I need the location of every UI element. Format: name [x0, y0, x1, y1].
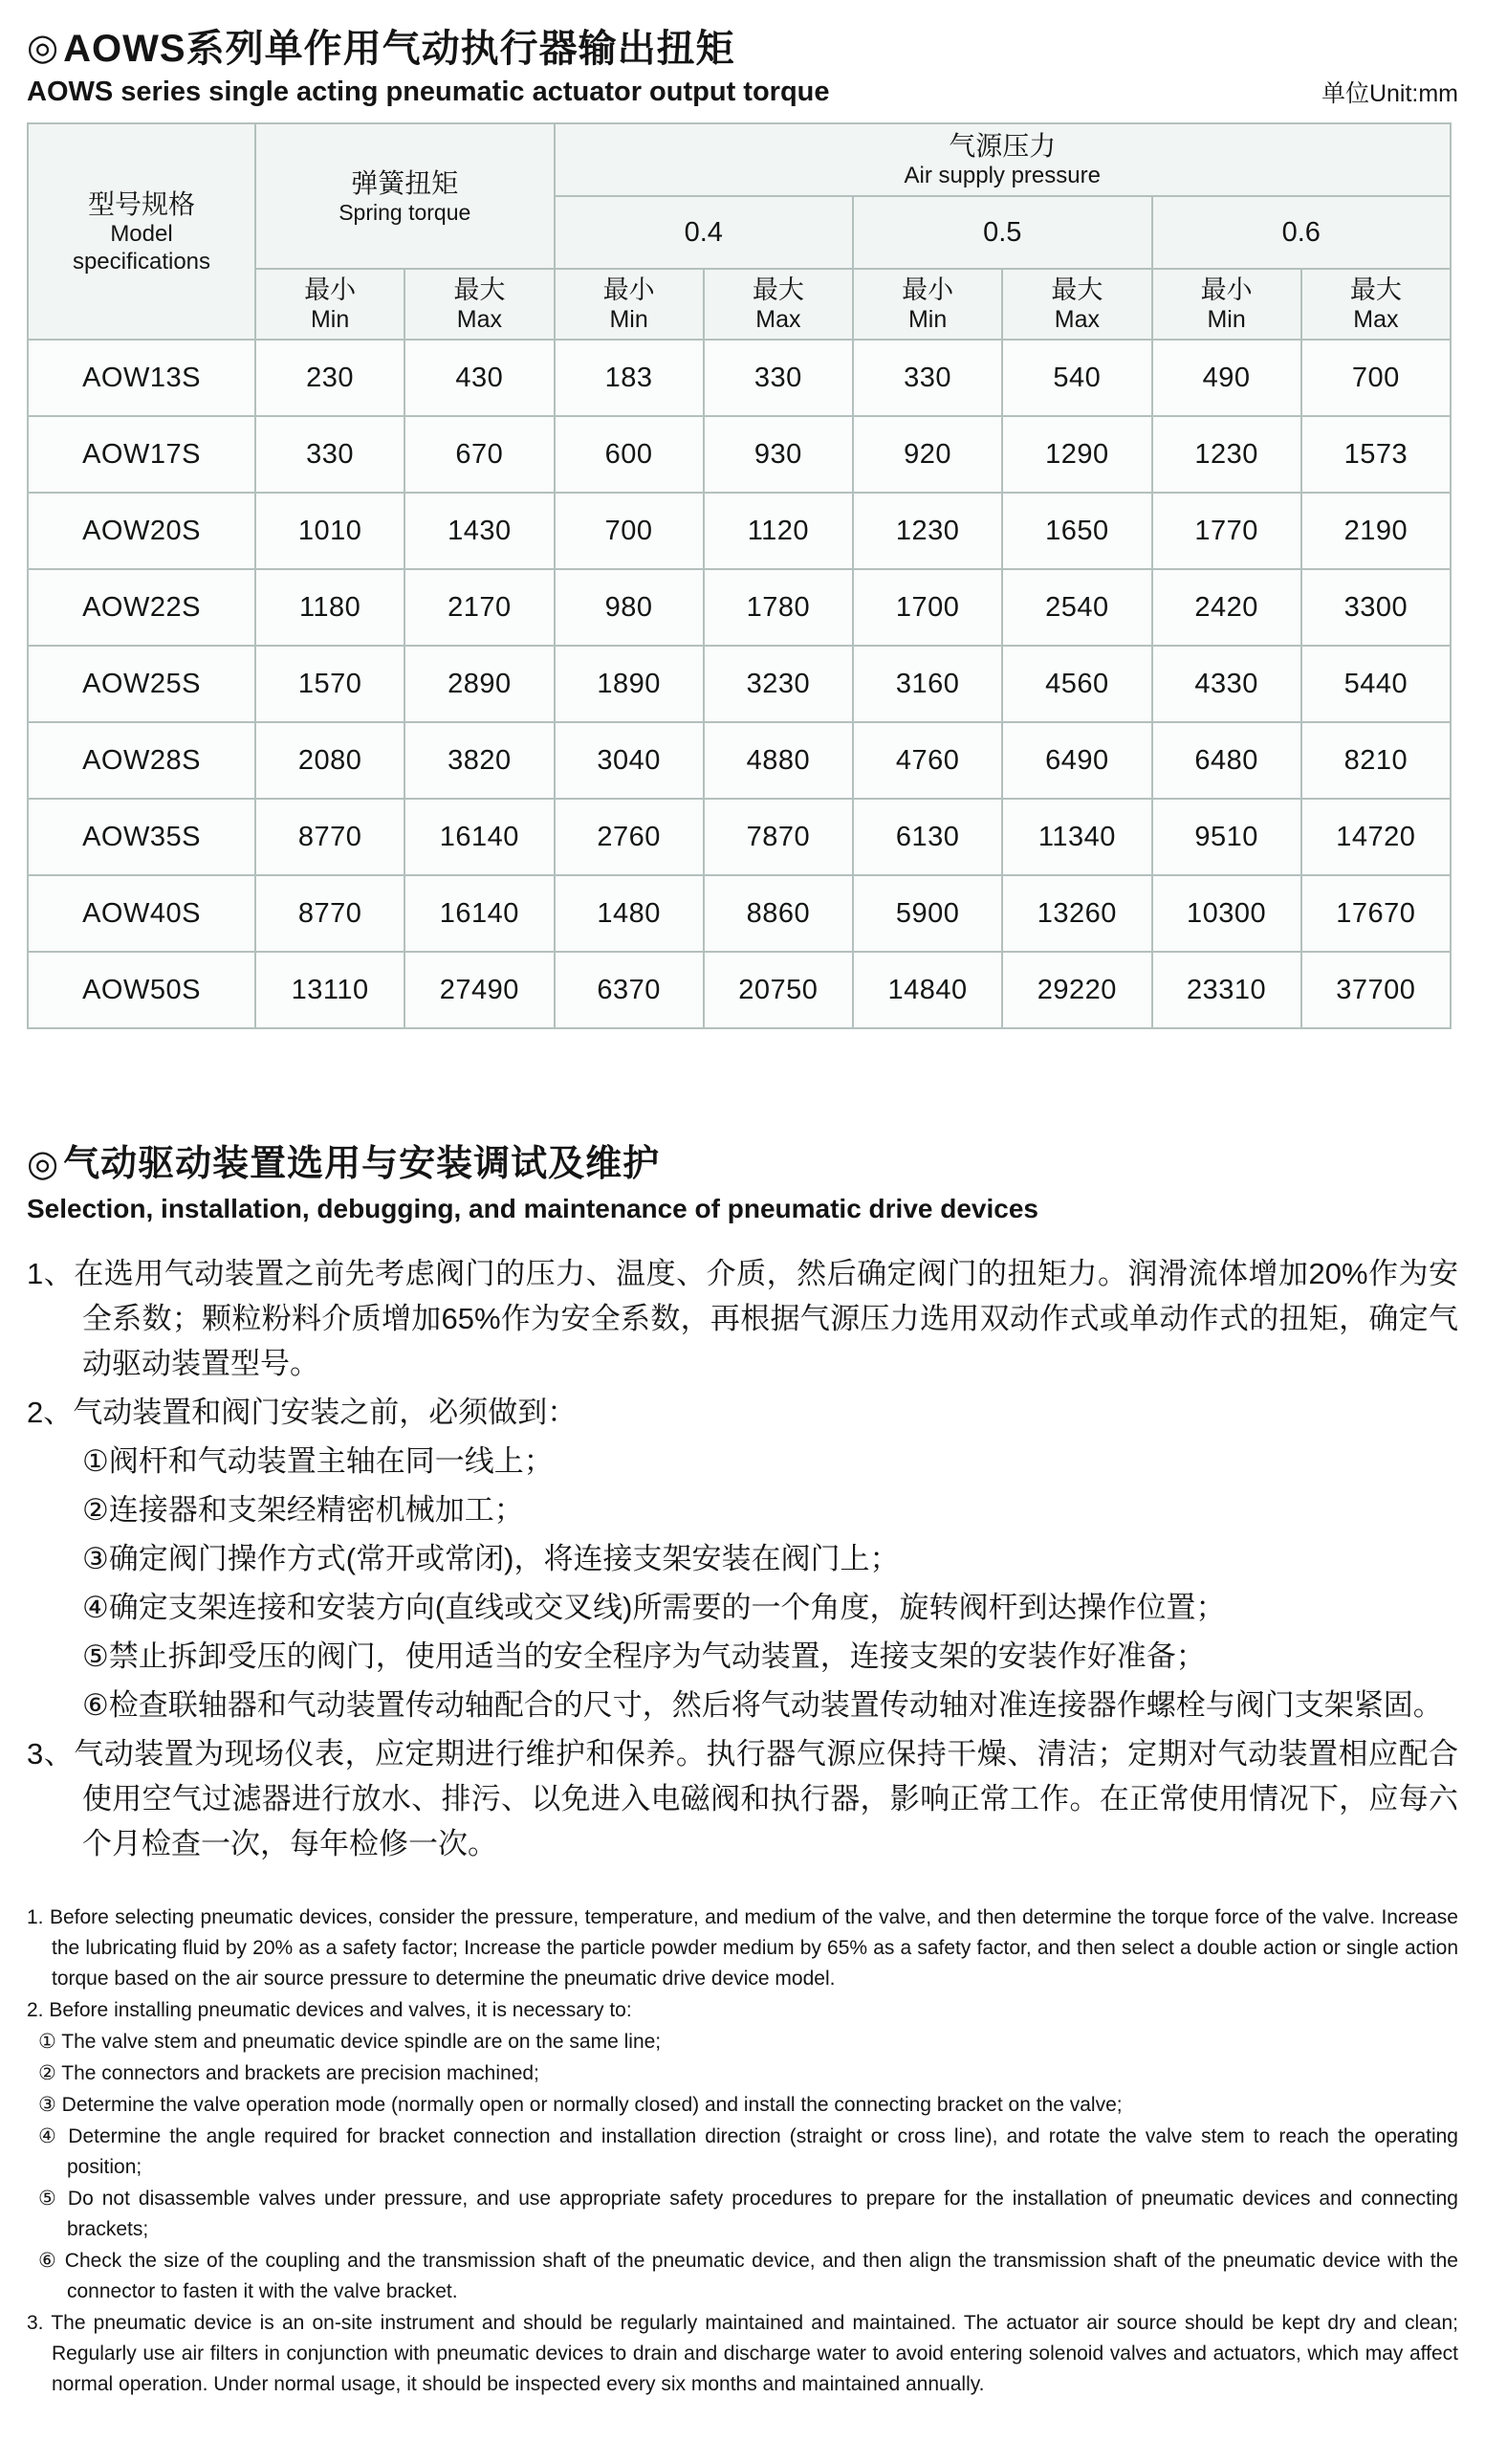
- torque-value-cell: 5440: [1301, 646, 1451, 722]
- max-zh: 最大: [752, 275, 804, 304]
- table-row: [28, 340, 1451, 416]
- torque-value-cell: 3820: [404, 722, 554, 799]
- torque-value-cell: 16140: [404, 799, 554, 875]
- pressure-0-6-cell: 0.6: [1152, 196, 1452, 269]
- list-item-text: 检查联轴器和气动装置传动轴配合的尺寸，然后将气动装置传动轴对准连接器作螺栓与阀门支架紧固。: [108, 1687, 1443, 1722]
- chinese-instructions-list: [27, 1251, 1458, 1866]
- max-header-cell: [1301, 269, 1451, 340]
- torque-value-cell: 6370: [555, 952, 704, 1028]
- torque-value-cell: 600: [555, 416, 704, 493]
- list-item-text: Check the size of the coupling and the transmission shaft of the pneumatic device, and then align the transmission shaft of the pneumatic device with the connector to fasten it with the valve bracket.: [64, 2249, 1458, 2302]
- min-en: Min: [907, 306, 948, 334]
- model-cell: AOW25S: [28, 646, 255, 722]
- torque-value-cell: 980: [555, 569, 704, 646]
- pressure-header-zh: 气源压力: [949, 131, 1057, 162]
- spring-header-zh: 弹簧扭矩: [351, 167, 459, 198]
- list-item-number: ⑥: [38, 2249, 65, 2272]
- table-row: [28, 875, 1451, 952]
- torque-table-body: [28, 340, 1451, 1028]
- torque-value-cell: 6130: [853, 799, 1002, 875]
- torque-value-cell: 1430: [404, 493, 554, 569]
- torque-value-cell: 540: [1002, 340, 1151, 416]
- list-item-number: ⑤: [82, 1639, 109, 1673]
- list-item: [27, 1995, 1458, 2026]
- model-cell: AOW40S: [28, 875, 255, 952]
- torque-value-cell: 8770: [255, 875, 404, 952]
- torque-value-cell: 17670: [1301, 875, 1451, 952]
- section2-title-en: Selection, installation, debugging, and maintenance of pneumatic drive devices: [27, 1193, 1038, 1223]
- torque-value-cell: 930: [704, 416, 853, 493]
- model-cell: AOW22S: [28, 569, 255, 646]
- torque-value-cell: 230: [255, 340, 404, 416]
- torque-value-cell: 183: [555, 340, 704, 416]
- torque-value-cell: 1570: [255, 646, 404, 722]
- torque-value-cell: 27490: [404, 952, 554, 1028]
- list-item-text: 确定支架连接和安装方向(直线或交叉线)所需要的一个角度，旋转阀杆到达操作位置；: [108, 1590, 1226, 1624]
- torque-value-cell: 4560: [1002, 646, 1151, 722]
- list-item: [27, 1731, 1458, 1866]
- torque-value-cell: 430: [404, 340, 554, 416]
- max-en: Max: [1054, 306, 1100, 334]
- torque-value-cell: 330: [704, 340, 853, 416]
- list-item: [82, 1683, 1458, 1727]
- model-cell: AOW13S: [28, 340, 255, 416]
- torque-value-cell: 37700: [1301, 952, 1451, 1028]
- table-row: [28, 569, 1451, 646]
- table-row: [28, 646, 1451, 722]
- pressure-0-4-cell: 0.4: [555, 196, 854, 269]
- list-item-text: 连接器和支架经精密机械加工；: [108, 1492, 524, 1527]
- torque-value-cell: 700: [555, 493, 704, 569]
- list-item-text: The connectors and brackets are precision machined;: [61, 2061, 539, 2084]
- torque-value-cell: 6480: [1152, 722, 1301, 799]
- torque-value-cell: 3300: [1301, 569, 1451, 646]
- min-header-cell: [853, 269, 1002, 340]
- torque-table-head: [28, 123, 1451, 340]
- table-row: [28, 722, 1451, 799]
- list-item: [82, 1585, 1458, 1630]
- pressure-0-5-cell: 0.5: [853, 196, 1152, 269]
- torque-value-cell: 6490: [1002, 722, 1151, 799]
- torque-value-cell: 1780: [704, 569, 853, 646]
- torque-value-cell: 700: [1301, 340, 1451, 416]
- torque-value-cell: 13260: [1002, 875, 1151, 952]
- list-item: [38, 2058, 1458, 2089]
- list-item: [27, 2308, 1458, 2400]
- list-item: [27, 1251, 1458, 1386]
- min-header-cell: [1152, 269, 1301, 340]
- torque-value-cell: 1290: [1002, 416, 1151, 493]
- torque-value-cell: 2420: [1152, 569, 1301, 646]
- list-item-number: ②: [82, 1492, 109, 1527]
- list-item-number: ⑥: [82, 1687, 109, 1722]
- torque-value-cell: 10300: [1152, 875, 1301, 952]
- torque-value-cell: 14840: [853, 952, 1002, 1028]
- torque-value-cell: 330: [255, 416, 404, 493]
- model-header-cell: [28, 123, 255, 340]
- list-item-text: The pneumatic device is an on-site instrument and should be regularly maintained and maintained. The actuator air source should be kept dry and clean; Regularly use air filters in conjunction with pneumatic devices to drain and discharge water to avoid entering solenoid valves and actuators, which may affect normal operation. Under normal usage, it should be inspected every six months and maintained annually.: [51, 2311, 1459, 2395]
- max-zh: 最大: [1051, 275, 1103, 304]
- torque-value-cell: 2190: [1301, 493, 1451, 569]
- torque-value-cell: 2540: [1002, 569, 1151, 646]
- torque-value-cell: 4880: [704, 722, 853, 799]
- table-row: [28, 416, 1451, 493]
- model-header-zh: 型号规格: [87, 188, 195, 219]
- section2-title-zh-text: 气动驱动装置选用与安装调试及维护: [63, 1144, 661, 1184]
- list-item: [27, 1903, 1458, 1994]
- list-item: [27, 1390, 1458, 1435]
- torque-value-cell: 2760: [555, 799, 704, 875]
- section1-title-zh-text: AOWS系列单作用气动执行器输出扭矩: [63, 28, 735, 70]
- table-row: [28, 952, 1451, 1028]
- list-item-number: ③: [82, 1541, 109, 1575]
- torque-value-cell: 1230: [853, 493, 1002, 569]
- max-header-cell: [1002, 269, 1151, 340]
- list-item-number: ②: [38, 2061, 62, 2084]
- list-item: [38, 2184, 1458, 2245]
- torque-value-cell: 20750: [704, 952, 853, 1028]
- min-en: Min: [609, 306, 648, 334]
- list-item-number: 1.: [27, 1905, 50, 1928]
- list-item: [38, 2090, 1458, 2121]
- list-item-text: 阀杆和气动装置主轴在同一线上；: [108, 1443, 554, 1478]
- section1-title-zh: [27, 25, 1458, 73]
- model-cell: AOW17S: [28, 416, 255, 493]
- section1-subtitle-row: [27, 75, 1458, 111]
- torque-value-cell: 670: [404, 416, 554, 493]
- section1-header: [27, 25, 1458, 111]
- list-item: [82, 1487, 1458, 1532]
- torque-value-cell: 4760: [853, 722, 1002, 799]
- list-item-text: 禁止拆卸受压的阀门，使用适当的安全程序为气动装置，连接支架的安装作好准备；: [108, 1639, 1206, 1673]
- torque-value-cell: 9510: [1152, 799, 1301, 875]
- torque-value-cell: 1650: [1002, 493, 1151, 569]
- list-item-text: Determine the angle required for bracket connection and installation direction (straight or cross line), and rotate the valve stem to reach the operating position;: [67, 2124, 1458, 2178]
- section2: [27, 1142, 1458, 2400]
- pressure-header-en: Air supply pressure: [904, 163, 1101, 189]
- torque-value-cell: 2170: [404, 569, 554, 646]
- min-zh: 最小: [602, 275, 655, 304]
- list-item: [38, 2246, 1458, 2307]
- list-item-text: The valve stem and pneumatic device spindle are on the same line;: [61, 2030, 662, 2053]
- list-item-number: 3、: [27, 1736, 75, 1771]
- torque-value-cell: 1120: [704, 493, 853, 569]
- list-item-text: Determine the valve operation mode (normally open or normally closed) and install the connecting bracket on the valve;: [61, 2093, 1123, 2116]
- torque-value-cell: 1890: [555, 646, 704, 722]
- list-item: [82, 1536, 1458, 1581]
- model-cell: AOW28S: [28, 722, 255, 799]
- torque-value-cell: 29220: [1002, 952, 1151, 1028]
- list-item-number: 2、: [27, 1395, 74, 1429]
- air-pressure-header-cell: [555, 123, 1452, 196]
- unit-label: 单位Unit:mm: [1321, 80, 1458, 107]
- model-cell: AOW35S: [28, 799, 255, 875]
- max-header-cell: [704, 269, 853, 340]
- torque-value-cell: 13110: [255, 952, 404, 1028]
- list-item-number: 2.: [27, 1998, 50, 2021]
- header-row-1: [28, 123, 1451, 196]
- min-zh: 最小: [902, 275, 954, 304]
- torque-value-cell: 16140: [404, 875, 554, 952]
- torque-value-cell: 8770: [255, 799, 404, 875]
- spring-header-en: Spring torque: [338, 199, 471, 225]
- max-header-cell: [404, 269, 554, 340]
- list-item-text: 确定阀门操作方式(常开或常闭)，将连接支架安装在阀门上；: [108, 1541, 900, 1575]
- max-en: Max: [456, 306, 502, 334]
- torque-table: [27, 122, 1452, 1029]
- torque-value-cell: 3040: [555, 722, 704, 799]
- model-header-en-2: specifications: [72, 248, 211, 275]
- min-zh: 最小: [304, 275, 357, 304]
- torque-value-cell: 14720: [1301, 799, 1451, 875]
- torque-value-cell: 8210: [1301, 722, 1451, 799]
- list-item-number: ⑤: [38, 2187, 68, 2210]
- model-cell: AOW20S: [28, 493, 255, 569]
- torque-value-cell: 5900: [853, 875, 1002, 952]
- max-en: Max: [755, 306, 801, 334]
- torque-value-cell: 1770: [1152, 493, 1301, 569]
- torque-value-cell: 2080: [255, 722, 404, 799]
- torque-value-cell: 2890: [404, 646, 554, 722]
- list-item-number: ③: [38, 2093, 62, 2116]
- list-item-number: 3.: [27, 2311, 52, 2334]
- model-cell: AOW50S: [28, 952, 255, 1028]
- bullseye-icon: ◎: [27, 1144, 60, 1184]
- list-item: [38, 2027, 1458, 2057]
- torque-value-cell: 1700: [853, 569, 1002, 646]
- torque-value-cell: 3230: [704, 646, 853, 722]
- list-item-text: Before installing pneumatic devices and valves, it is necessary to:: [49, 1998, 632, 2021]
- list-item: [82, 1439, 1458, 1484]
- list-item-number: ①: [82, 1443, 109, 1478]
- torque-value-cell: 4330: [1152, 646, 1301, 722]
- english-instructions-list: [27, 1903, 1458, 2400]
- torque-value-cell: 1573: [1301, 416, 1451, 493]
- torque-value-cell: 3160: [853, 646, 1002, 722]
- torque-value-cell: 1480: [555, 875, 704, 952]
- list-item-number: ④: [38, 2124, 69, 2147]
- torque-value-cell: 330: [853, 340, 1002, 416]
- min-header-cell: [255, 269, 404, 340]
- list-item-text: Do not disassemble valves under pressure, and use appropriate safety procedures to prepare for the installation of pneumatic devices and connecting brackets;: [67, 2187, 1458, 2240]
- table-row: [28, 493, 1451, 569]
- list-item-number: ①: [38, 2030, 62, 2053]
- min-en: Min: [310, 306, 350, 334]
- section1-title-en: AOWS series single acting pneumatic actuator output torque: [27, 77, 830, 108]
- torque-value-cell: 1230: [1152, 416, 1301, 493]
- min-header-cell: [555, 269, 704, 340]
- bullseye-icon: ◎: [27, 28, 60, 69]
- torque-value-cell: 1180: [255, 569, 404, 646]
- min-zh: 最小: [1200, 275, 1253, 304]
- list-item-number: ④: [82, 1590, 109, 1624]
- torque-value-cell: 920: [853, 416, 1002, 493]
- max-en: Max: [1353, 306, 1399, 334]
- list-item-text: 气动装置和阀门安装之前，必须做到：: [73, 1395, 578, 1429]
- torque-value-cell: 23310: [1152, 952, 1301, 1028]
- section2-title-zh: [27, 1142, 1458, 1188]
- torque-value-cell: 8860: [704, 875, 853, 952]
- min-en: Min: [1207, 306, 1246, 334]
- spring-torque-header-cell: [255, 123, 555, 269]
- list-item-text: 气动装置为现场仪表，应定期进行维护和保养。执行器气源应保持干燥、清洁；定期对气动装置相应配合使用空气过滤器进行放水、排污、以免进入电磁阀和执行器，影响正常工作。在正常使用情况下，应每六个月检查一次，每年检修一次。: [74, 1736, 1458, 1860]
- max-zh: 最大: [453, 275, 506, 304]
- section2-header: [27, 1142, 1458, 1226]
- torque-value-cell: 490: [1152, 340, 1301, 416]
- list-item: [82, 1634, 1458, 1679]
- torque-value-cell: 11340: [1002, 799, 1151, 875]
- list-item-number: 1、: [27, 1256, 75, 1290]
- list-item-text: Before selecting pneumatic devices, consider the pressure, temperature, and medium of the valve, and then determine the torque force of the valve. Increase the lubricating fluid by 20% as a safety factor; Increase the particle powder medium by 65% as a safety factor, and then select a double action or single action torque based on the air source pressure to determine the pneumatic drive device model.: [49, 1905, 1458, 1990]
- max-zh: 最大: [1349, 275, 1402, 304]
- torque-value-cell: 1010: [255, 493, 404, 569]
- list-item-text: 在选用气动装置之前先考虑阀门的压力、温度、介质，然后确定阀门的扭矩力。润滑流体增加20%作为安全系数；颗粒粉料介质增加65%作为安全系数，再根据气源压力选用双动作式或单动作式的扭矩，确定气动驱动装置型号。: [74, 1256, 1458, 1380]
- table-row: [28, 799, 1451, 875]
- model-header-en-1: Model: [110, 220, 173, 247]
- torque-value-cell: 7870: [704, 799, 853, 875]
- list-item: [38, 2122, 1458, 2183]
